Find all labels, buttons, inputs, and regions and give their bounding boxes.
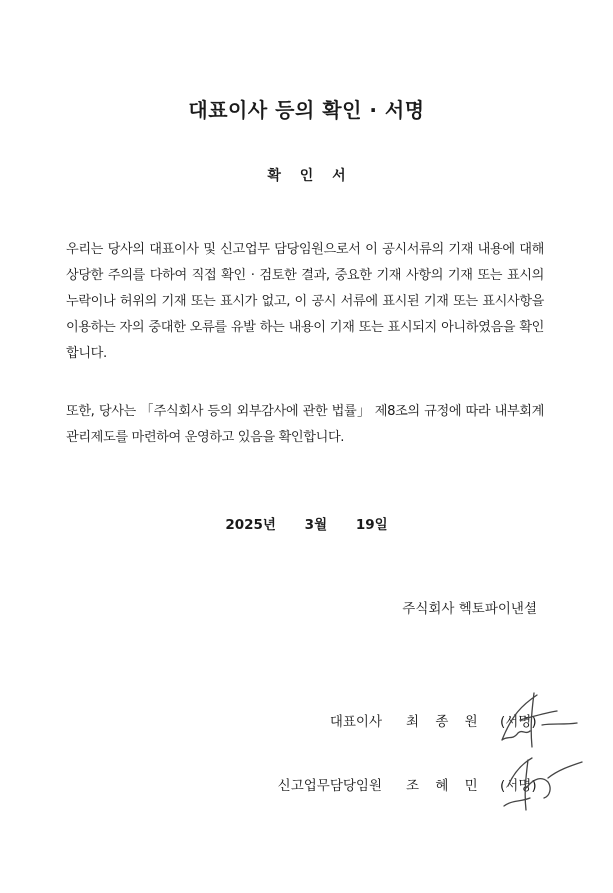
date-day: 19일 xyxy=(355,517,388,533)
signatory-role: 신고업무담당임원 xyxy=(277,778,382,794)
date-month: 3월 xyxy=(304,517,328,533)
signatory-role: 대표이사 xyxy=(329,714,382,730)
confirmation-paragraph: 우리는 당사의 대표이사 및 신고업무 담당임원으로서 이 공시서류의 기재 내용에 대해 상당한 주의를 다하여 직접 확인 · 검토한 결과, 중요한 기재 사항의 기재 또는 표시의 누락이나 허위의 기재 또는 표시가 없고, 이 공시 서류에 표시된 기재 또는 표시사항을 이용하는 자의 중대한 오류를 유발 하는 내용이 기재 또는 표시되지 아니하였음을 확인합니다. xyxy=(66,242,544,361)
internal-control-paragraph: 또한, 당사는 「주식회사 등의 외부감사에 관한 법률」 제8조의 규정에 따라 내부회계관리제도를 마련하여 운영하고 있음을 확인합니다. xyxy=(66,404,544,445)
document-subtitle: 확 인 서 xyxy=(267,168,346,184)
signatory-name: 조 혜 민 xyxy=(406,778,484,794)
signature-seal-label: (서명) xyxy=(500,778,537,794)
date-year: 2025년 xyxy=(225,517,276,533)
handwritten-signature-ceo xyxy=(482,685,592,755)
company-name: 주식회사 헥토파이낸셜 xyxy=(402,601,537,617)
signature-seal-label: (서명) xyxy=(500,714,537,730)
signing-date xyxy=(0,513,613,533)
document-title: 대표이사 등의 확인 · 서명 xyxy=(188,98,425,122)
signatory-name: 최 종 원 xyxy=(406,714,484,730)
